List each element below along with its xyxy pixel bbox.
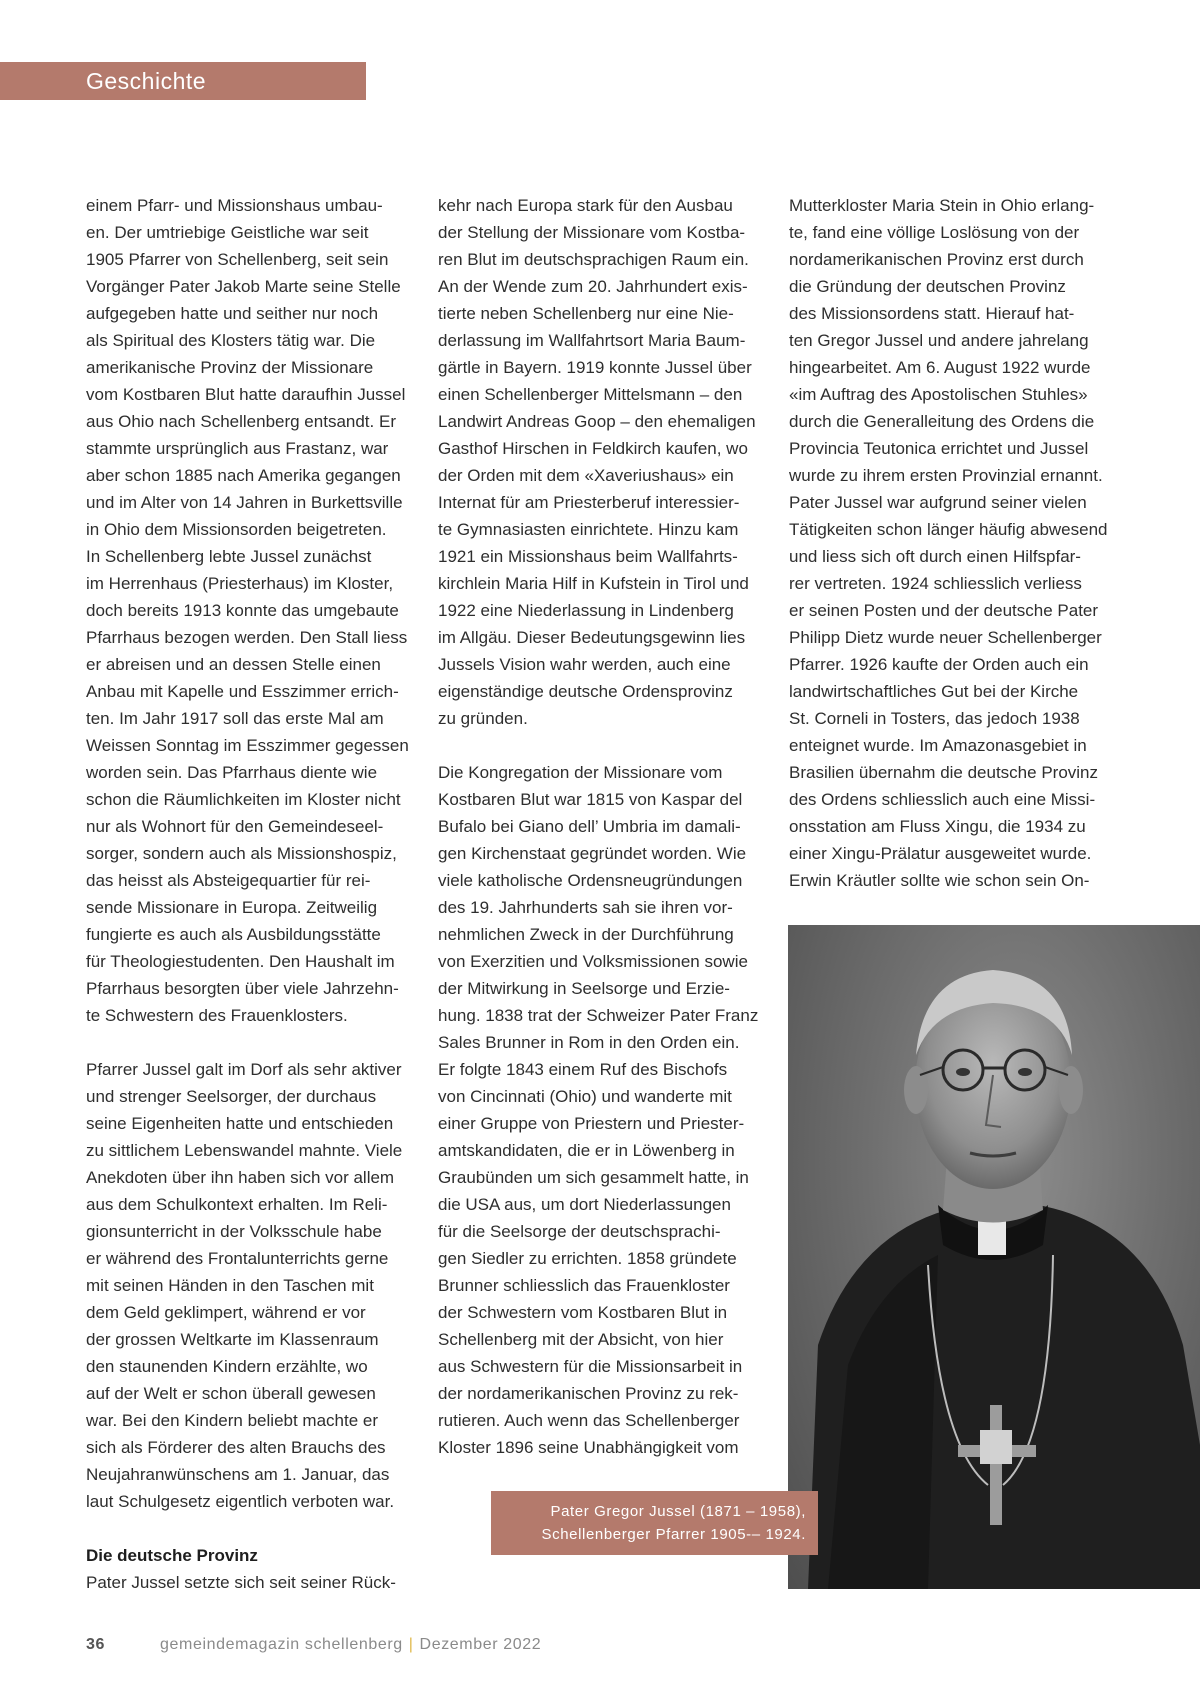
article-column-1 <box>86 192 420 1596</box>
footer-separator: | <box>408 1636 414 1653</box>
priest-portrait-illustration <box>788 925 1200 1589</box>
paragraph: Pater Jussel setzte sich seit seiner Rück- <box>86 1573 396 1592</box>
photo-caption <box>491 1491 818 1555</box>
portrait-photo <box>788 925 1200 1589</box>
paragraph: Mutterkloster Maria Stein in Ohio erlang- te, fand eine völlige Loslösung von der nordamerikanischen Provinz erst durch die Gründung der deutschen Provinz des Missionsordens statt. Hierauf hat- ten Gregor Jussel und andere jahrelang hingearbeitet. Am 6. August 1922 wurde «im Auftrag des Apostolischen Stuhles» durch die Generalleitung des Ordens die Provincia Teutonica errichtet und Jussel wurde zu ihrem ersten Provinzial ernannt. Pater Jussel war aufgrund seiner vielen Tätigkeiten schon länger häufig abwesend und liess sich oft durch einen Hilfspfar- rer vertreten. 1924 schliesslich verliess er seinen Posten und der deutsche Pater Philipp Dietz wurde neuer Schellenberger Pfarrer. 1926 kaufte der Orden auch ein landwirtschaftliches Gut bei der Kirche St. Corneli in Tosters, das jedoch 1938 enteignet wurde. Im Amazonasgebiet in Brasilien übernahm die deutsche Provinz des Ordens schliesslich auch eine Missi- onsstation am Fluss Xingu, die 1934 zu einer Xingu-Prälatur ausgeweitet wurde. Erwin Kräutler sollte wie schon sein On- <box>789 196 1108 890</box>
article-column-3 <box>789 192 1121 894</box>
page-footer <box>86 1636 541 1654</box>
caption-line: Schellenberger Pfarrer 1905-– 1924. <box>541 1526 806 1543</box>
paragraph: einem Pfarr- und Missionshaus umbau- en. Der umtriebige Geistliche war seit 1905 Pfarrer von Schellenberg, seit sein Vorgänger Pater Jakob Marte seine Stelle aufgegeben hatte und seither nur noch als Spiritual des Klosters tätig war. Die amerikanische Provinz der Missionare vom Kostbaren Blut hatte daraufhin Jussel aus Ohio nach Schellenberg entsandt. Er stammte ursprünglich aus Frastanz, war aber schon 1885 nach Amerika gegangen und im Alter von 14 Jahren in Burkettsville in Ohio dem Missionsorden beigetreten. In Schellenberg lebte Jussel zunächst im Herrenhaus (Priesterhaus) im Kloster, doch bereits 1913 konnte das umgebaute Pfarrhaus bezogen werden. Den Stall liess er abreisen und an dessen Stelle einen Anbau mit Kapelle und Esszimmer errich- ten. Im Jahr 1917 soll das erste Mal am Weissen Sonntag im Esszimmer gegessen worden sein. Das Pfarrhaus diente wie schon die Räumlichkeiten im Kloster nicht nur als Wohnort für den Gemeindeseel- sorger, sondern auch als Missionshospiz, das heisst als Absteigequartier für rei- sende Missionare in Europa. Zeitweilig fungierte es auch als Ausbildungsstätte für Theologiestudenten. Den Haushalt im Pfarrhaus besorgten über viele Jahrzehn- te Schwestern des Frauenklosters. <box>86 196 409 1025</box>
issue-date: Dezember 2022 <box>419 1636 542 1653</box>
section-label: Geschichte <box>86 68 207 94</box>
subheading: Die deutsche Provinz <box>86 1546 258 1565</box>
section-header <box>0 62 366 100</box>
magazine-name: gemeindemagazin schellenberg <box>160 1636 403 1653</box>
paragraph: Die Kongregation der Missionare vom Kostbaren Blut war 1815 von Kaspar del Bufalo bei Giano dell’ Umbria im damali- gen Kirchenstaat gegründet worden. Wie viele katholische Ordensneugründungen des 19. Jahrhunderts sah sie ihren vor- nehmlichen Zweck in der Durchführung von Exerzitien und Volksmissionen sowie der Mitwirkung in Seelsorge und Erzie- hung. 1838 trat der Schweizer Pater Franz Sales Brunner in Rom in den Orden ein. Er folgte 1843 einem Ruf des Bischofs von Cincinnati (Ohio) und wanderte mit einer Gruppe von Priestern und Priester- amtskandidaten, die er in Löwenberg in Graubünden um sich gesammelt hatte, in die USA aus, um dort Niederlassungen für die Seelsorge der deutschsprachi- gen Siedler zu errichten. 1858 gründete Brunner schliesslich das Frauenkloster der Schwestern vom Kostbaren Blut in Schellenberg mit der Absicht, von hier aus Schwestern für die Missionsarbeit in der nordamerikanischen Provinz zu rek- rutieren. Auch wenn das Schellenberger Kloster 1896 seine Unabhängigkeit vom <box>438 763 759 1457</box>
page-number: 36 <box>86 1636 105 1653</box>
paragraph: kehr nach Europa stark für den Ausbau der Stellung der Missionare vom Kostba- ren Blut im deutschsprachigen Raum ein. An der Wende zum 20. Jahrhundert exis- tierte neben Schellenberg nur eine Nie- derlassung im Wallfahrtsort Maria Baum- gärtle in Bayern. 1919 konnte Jussel über einen Schellenberger Mittelsmann – den Landwirt Andreas Goop – den ehemaligen Gasthof Hirschen in Feldkirch kaufen, wo der Orden mit dem «Xaveriushaus» ein Internat für am Priesterberuf interessier- te Gymnasiasten einrichtete. Hinzu kam 1921 ein Missionshaus beim Wallfahrts- kirchlein Maria Hilf in Kufstein in Tirol und 1922 eine Niederlassung in Lindenberg im Allgäu. Dieser Bedeutungsgewinn lies Jussels Vision wahr werden, auch eine eigenständige deutsche Ordensprovinz zu gründen. <box>438 196 756 728</box>
caption-line: Pater Gregor Jussel (1871 – 1958), <box>550 1503 806 1520</box>
paragraph: Pfarrer Jussel galt im Dorf als sehr aktiver und strenger Seelsorger, der durchaus seine Eigenheiten hatte und entschieden zu sittlichem Lebenswandel mahnte. Viele Anekdoten über ihn haben sich vor allem aus dem Schulkontext erhalten. Im Reli- gionsunterricht in der Volksschule habe er während des Frontalunterrichts gerne mit seinen Händen in den Taschen mit dem Geld geklimpert, während er vor der grossen Weltkarte im Klassenraum den staunenden Kindern erzählte, wo auf der Welt er schon überall gewesen war. Bei den Kindern beliebt machte er sich als Förderer des alten Brauchs des Neujahranwünschens am 1. Januar, das laut Schulgesetz eigentlich verboten war. <box>86 1060 403 1511</box>
article-column-2 <box>438 192 768 1461</box>
